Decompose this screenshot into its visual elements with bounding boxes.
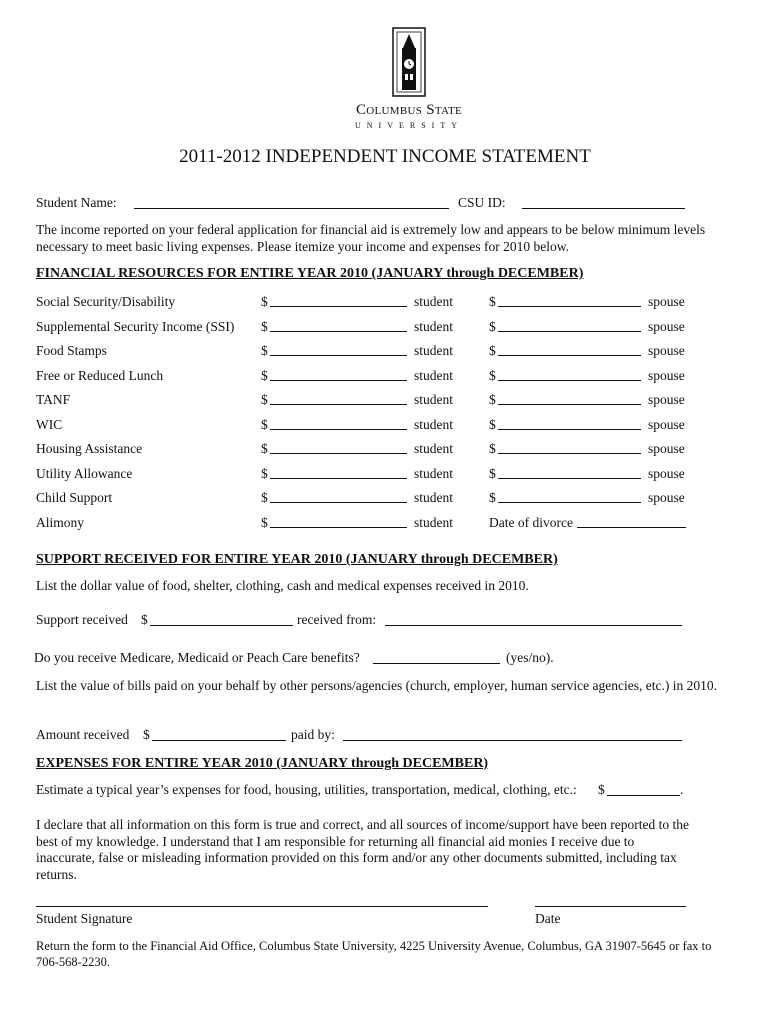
dollar-sign: $: [489, 294, 496, 309]
resource-spouse-label: spouse: [648, 466, 685, 481]
resource-student-field[interactable]: [270, 404, 407, 405]
alimony-label: Alimony: [36, 515, 85, 530]
expenses-estimate-label: Estimate a typical year’s expenses for food, housing, utilities, transportation, medical, clothing, etc.:: [36, 782, 577, 797]
alimony-student-field[interactable]: [270, 527, 407, 528]
resources-heading: FINANCIAL RESOURCES FOR ENTIRE YEAR 2010 (JANUARY through DECEMBER): [36, 266, 584, 281]
dollar-sign: $: [261, 294, 268, 309]
resource-label: Child Support: [36, 490, 113, 505]
declaration-paragraph: I declare that all information on this form is true and correct, and all sources of income/support have been reported to the best of my knowledge. I understand that I am responsible for returning all financial aid monies I receive due to inaccurate, false or misleading information provided on this form and/or any other documents submitted, including tax returns.: [36, 817, 690, 882]
dollar-sign: $: [489, 441, 496, 456]
expenses-heading: EXPENSES FOR ENTIRE YEAR 2010 (JANUARY through DECEMBER): [36, 756, 489, 771]
resource-spouse-label: spouse: [648, 368, 685, 383]
expenses-estimate-field[interactable]: [607, 795, 680, 796]
resource-student-field[interactable]: [270, 429, 407, 430]
support-received-label: Support received: [36, 612, 128, 627]
dollar-sign: $: [261, 417, 268, 432]
dollar-sign: $: [261, 441, 268, 456]
signature-field[interactable]: [36, 906, 488, 907]
dollar-sign: $: [489, 319, 496, 334]
received-from-label: received from:: [297, 612, 377, 627]
logo-name: Columbus State: [355, 102, 463, 118]
student-name-label: Student Name:: [36, 195, 117, 210]
dollar-sign: $: [489, 343, 496, 358]
divorce-date-label: Date of divorce: [489, 515, 573, 530]
resource-spouse-field[interactable]: [498, 478, 641, 479]
date-label: Date: [535, 911, 561, 926]
resource-student-field[interactable]: [270, 306, 407, 307]
period: .: [680, 782, 684, 797]
dollar-sign: $: [261, 368, 268, 383]
resource-spouse-label: spouse: [648, 441, 685, 456]
resource-student-label: student: [414, 417, 453, 432]
resource-student-field[interactable]: [270, 355, 407, 356]
student-name-field[interactable]: [134, 208, 449, 209]
resource-student-field[interactable]: [270, 502, 407, 503]
resource-spouse-field[interactable]: [498, 355, 641, 356]
dollar-sign: $: [489, 490, 496, 505]
university-logo: [353, 26, 465, 136]
csu-id-field[interactable]: [522, 208, 685, 209]
resource-spouse-label: spouse: [648, 392, 685, 407]
resource-label: Housing Assistance: [36, 441, 143, 456]
amount-received-field[interactable]: [152, 740, 286, 741]
resource-student-label: student: [414, 441, 453, 456]
support-received-field[interactable]: [150, 625, 293, 626]
dollar-sign: $: [489, 368, 496, 383]
resource-label: WIC: [36, 417, 63, 432]
dollar-sign: $: [261, 392, 268, 407]
received-from-field[interactable]: [385, 625, 682, 626]
resource-spouse-field[interactable]: [498, 404, 641, 405]
intro-paragraph: The income reported on your federal application for financial aid is extremely low and appears to be below minimum levels necessary to meet basic living expenses. Please itemize your income and expenses for 2010 below.: [36, 222, 706, 254]
yes-no-label: (yes/no).: [506, 650, 554, 665]
resource-spouse-label: spouse: [648, 490, 685, 505]
resource-student-field[interactable]: [270, 380, 407, 381]
clock-tower-icon: [391, 26, 427, 98]
resource-student-label: student: [414, 490, 453, 505]
resource-spouse-label: spouse: [648, 319, 685, 334]
resource-spouse-label: spouse: [648, 417, 685, 432]
paid-by-label: paid by:: [291, 727, 335, 742]
resource-spouse-label: spouse: [648, 343, 685, 358]
resource-student-field[interactable]: [270, 331, 407, 332]
paid-by-field[interactable]: [343, 740, 682, 741]
resource-student-label: student: [414, 466, 453, 481]
resource-label: Supplemental Security Income (SSI): [36, 319, 235, 334]
footer-instructions: Return the form to the Financial Aid Office, Columbus State University, 4225 University Avenue, Columbus, GA 31907-5645 or fax to 706-568-2230.: [36, 939, 712, 969]
resource-label: Free or Reduced Lunch: [36, 368, 164, 383]
resource-label: TANF: [36, 392, 71, 407]
support-heading: SUPPORT RECEIVED FOR ENTIRE YEAR 2010 (JANUARY through DECEMBER): [36, 552, 558, 567]
medicare-answer-field[interactable]: [373, 663, 500, 664]
resource-student-label: student: [414, 319, 453, 334]
dollar-sign: $: [261, 343, 268, 358]
logo-subtitle: UNIVERSITY: [355, 121, 463, 130]
dollar-sign: $: [261, 466, 268, 481]
date-field[interactable]: [535, 906, 686, 907]
page-title: 2011-2012 INDEPENDENT INCOME STATEMENT: [179, 146, 591, 167]
resource-student-field[interactable]: [270, 478, 407, 479]
resource-spouse-field[interactable]: [498, 429, 641, 430]
alimony-student-label: student: [414, 515, 453, 530]
resource-student-label: student: [414, 294, 453, 309]
dollar-sign: $: [261, 319, 268, 334]
resource-label: Social Security/Disability: [36, 294, 176, 309]
support-intro: List the dollar value of food, shelter, clothing, cash and medical expenses received in 2010.: [36, 578, 529, 593]
resource-student-label: student: [414, 392, 453, 407]
dollar-sign: $: [143, 727, 150, 742]
dollar-sign: $: [261, 515, 268, 530]
dollar-sign: $: [489, 466, 496, 481]
resource-student-label: student: [414, 343, 453, 358]
resource-spouse-label: spouse: [648, 294, 685, 309]
divorce-date-field[interactable]: [577, 527, 686, 528]
medicare-question: Do you receive Medicare, Medicaid or Peach Care benefits?: [34, 650, 360, 665]
csu-id-label: CSU ID:: [458, 195, 506, 210]
dollar-sign: $: [489, 392, 496, 407]
resource-label: Food Stamps: [36, 343, 107, 358]
dollar-sign: $: [141, 612, 148, 627]
resource-student-field[interactable]: [270, 453, 407, 454]
resource-label: Utility Allowance: [36, 466, 133, 481]
resource-spouse-field[interactable]: [498, 502, 641, 503]
resource-spouse-field[interactable]: [498, 380, 641, 381]
bills-intro: List the value of bills paid on your behalf by other persons/agencies (church, employer, human service agencies, etc.) in 2010.: [36, 678, 717, 693]
resource-student-label: student: [414, 368, 453, 383]
dollar-sign: $: [598, 782, 605, 797]
dollar-sign: $: [261, 490, 268, 505]
resource-spouse-field[interactable]: [498, 331, 641, 332]
resource-spouse-field[interactable]: [498, 453, 641, 454]
signature-label: Student Signature: [36, 911, 133, 926]
amount-received-label: Amount received: [36, 727, 130, 742]
resource-spouse-field[interactable]: [498, 306, 641, 307]
dollar-sign: $: [489, 417, 496, 432]
